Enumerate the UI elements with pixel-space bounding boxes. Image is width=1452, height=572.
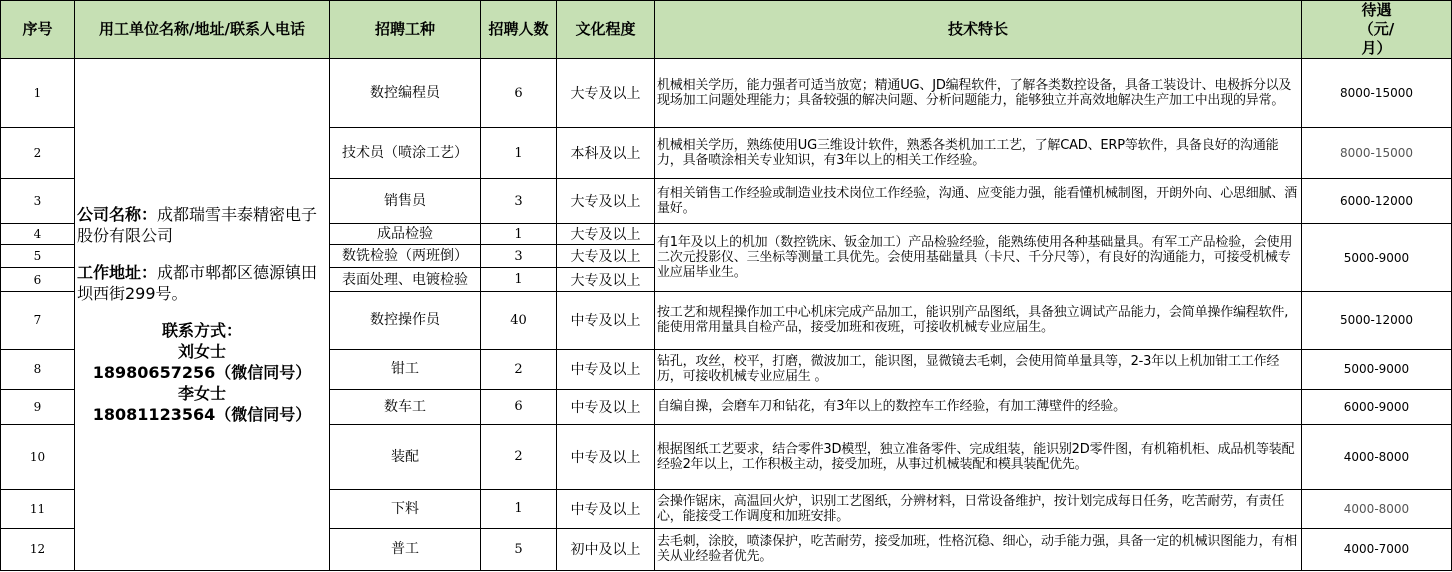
edu-cell: 大专及以上 [557, 224, 655, 245]
pay-cell: 4000-8000 [1302, 489, 1452, 528]
header-edu [557, 1, 655, 59]
job-cell: 数铣检验（两班倒） [330, 245, 481, 268]
edu-cell: 大专及以上 [557, 245, 655, 268]
seq-cell: 9 [1, 389, 75, 424]
contact1-phone: 18980657256（微信同号） [92, 363, 312, 382]
header-pay [1302, 1, 1452, 59]
edu-cell: 大专及以上 [557, 268, 655, 292]
skill-cell-inspection: 有1年及以上的机加（数控铣床、钣金加工）产品检验经验，能熟练使用各种基础量具。有军工产品检验，会使用二次元投影仪、三坐标等测量工具优先。会使用基础量具（卡尺、千分尺等），有良好的沟通能力，可接受机械专业应届毕业生。 [655, 224, 1302, 292]
header-seq: 序号 [1, 1, 75, 59]
header-company: 用工单位名称/地址/联系人电话 [75, 1, 330, 59]
header-edu-text: 文化程度 [575, 20, 636, 38]
pay-cell: 6000-12000 [1302, 179, 1452, 224]
seq-cell: 3 [1, 179, 75, 224]
seq-cell: 12 [1, 528, 75, 570]
table-row [1, 59, 1452, 128]
seq-cell: 7 [1, 292, 75, 349]
seq-cell: 11 [1, 489, 75, 528]
pay-cell: 4000-8000 [1302, 424, 1452, 489]
pay-cell: 8000-15000 [1302, 128, 1452, 179]
skill-cell: 根据图纸工艺要求，结合零件3D模型，独立准备零件、完成组装，能识别2D零件图，有机箱机柜、成品机等装配经验2年以上，工作积极主动，接受加班，从事过机械装配和模具装配优先。 [655, 424, 1302, 489]
company-address: 成都市郫都区德源镇田坝西街299号。 [77, 263, 318, 303]
company-info-cell [75, 59, 330, 571]
count-cell: 1 [481, 128, 557, 179]
count-cell: 40 [481, 292, 557, 349]
skill-cell: 自编自操，会磨车刀和钻花，有3年以上的数控车工作经验，有加工薄壁件的经验。 [655, 389, 1302, 424]
job-cell: 下料 [330, 489, 481, 528]
company-address-label: 工作地址： [77, 263, 158, 282]
job-cell: 技术员（喷涂工艺） [330, 128, 481, 179]
edu-cell: 中专及以上 [557, 349, 655, 389]
spacer [77, 246, 327, 262]
count-cell: 1 [481, 224, 557, 245]
count-cell: 2 [481, 349, 557, 389]
contact2-phone: 18081123564（微信同号） [92, 405, 312, 424]
skill-cell: 去毛刺，涂胶，喷漆保护，吃苦耐劳，接受加班，性格沉稳、细心，动手能力强，具备一定的机械识图能力，有相关从业经验者优先。 [655, 528, 1302, 570]
skill-cell: 有相关销售工作经验或制造业技术岗位工作经验，沟通、应变能力强，能看懂机械制图，开朗外向、心思细腻、酒量好。 [655, 179, 1302, 224]
count-cell: 1 [481, 489, 557, 528]
pay-cell: 5000-9000 [1302, 349, 1452, 389]
spacer [77, 304, 327, 320]
seq-cell: 8 [1, 349, 75, 389]
job-cell: 数车工 [330, 389, 481, 424]
job-cell: 表面处理、电镀检验 [330, 268, 481, 292]
pay-cell: 8000-15000 [1302, 59, 1452, 128]
job-cell: 数控编程员 [330, 59, 481, 128]
company-name-line [77, 204, 327, 246]
seq-cell: 2 [1, 128, 75, 179]
edu-cell: 中专及以上 [557, 489, 655, 528]
count-cell: 6 [481, 59, 557, 128]
contact-label: 联系方式： [161, 321, 242, 340]
job-cell: 销售员 [330, 179, 481, 224]
count-cell: 3 [481, 179, 557, 224]
seq-cell: 5 [1, 245, 75, 268]
pay-cell: 5000-12000 [1302, 292, 1452, 349]
skill-cell: 机械相关学历，能力强者可适当放宽；精通UG、JD编程软件，了解各类数控设备，具备工装设计、电极拆分以及现场加工问题处理能力；具备较强的解决问题、分析问题能力，能够独立并高效地解决生产加工中出现的异常。 [655, 59, 1302, 128]
job-cell: 数控操作员 [330, 292, 481, 349]
edu-cell: 中专及以上 [557, 424, 655, 489]
edu-cell: 中专及以上 [557, 292, 655, 349]
header-row [1, 1, 1452, 59]
edu-cell: 大专及以上 [557, 59, 655, 128]
header-count: 招聘人数 [481, 1, 557, 59]
job-cell: 钳工 [330, 349, 481, 389]
count-cell: 3 [481, 245, 557, 268]
company-name: 成都瑞雪丰泰精密电子股份有限公司 [77, 205, 318, 245]
count-cell: 1 [481, 268, 557, 292]
pay-cell: 6000-9000 [1302, 389, 1452, 424]
seq-cell: 10 [1, 424, 75, 489]
pay-cell-inspection: 5000-9000 [1302, 224, 1452, 292]
company-address-line [77, 262, 327, 304]
job-cell: 成品检验 [330, 224, 481, 245]
skill-cell: 钻孔，攻丝，校平，打磨，微波加工，能识图，显微镜去毛刺，会使用简单量具等，2-3年以上机加钳工工作经历，可接收机械专业应届生 。 [655, 349, 1302, 389]
count-cell: 6 [481, 389, 557, 424]
skill-cell: 机械相关学历，熟练使用UG三维设计软件，熟悉各类机加工工艺，了解CAD、ERP等软件，具备良好的沟通能力，具备喷涂相关专业知识，有3年以上的相关工作经验。 [655, 128, 1302, 179]
job-cell: 普工 [330, 528, 481, 570]
count-cell: 5 [481, 528, 557, 570]
contact1-name: 刘女士 [177, 342, 226, 361]
edu-cell: 本科及以上 [557, 128, 655, 179]
seq-cell: 1 [1, 59, 75, 128]
company-name-label: 公司名称： [77, 205, 158, 224]
count-cell: 2 [481, 424, 557, 489]
pay-cell: 4000-7000 [1302, 528, 1452, 570]
seq-cell: 4 [1, 224, 75, 245]
contact2-name: 李女士 [177, 384, 226, 403]
skill-cell: 按工艺和规程操作加工中心机床完成产品加工，能识别产品图纸，具备独立调试产品能力，会简单操作编程软件,能使用常用量具自检产品，接受加班和夜班，可接收机械专业应届生。 [655, 292, 1302, 349]
job-cell: 装配 [330, 424, 481, 489]
edu-cell: 中专及以上 [557, 389, 655, 424]
edu-cell: 大专及以上 [557, 179, 655, 224]
header-pay-text: 待遇（元/月） [1358, 1, 1395, 57]
skill-cell: 会操作锯床，高温回火炉，识别工艺图纸，分辨材料，日常设备维护，按计划完成每日任务，吃苦耐劳，有责任心，能接受工作调度和加班安排。 [655, 489, 1302, 528]
header-skill: 技术特长 [655, 1, 1302, 59]
seq-cell: 6 [1, 268, 75, 292]
header-job: 招聘工种 [330, 1, 481, 59]
edu-cell: 初中及以上 [557, 528, 655, 570]
